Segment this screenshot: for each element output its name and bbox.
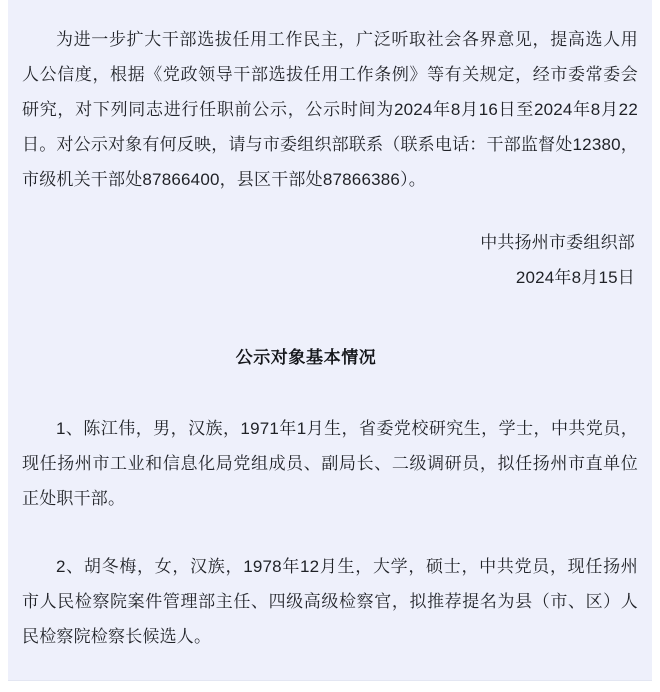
lead-paragraph: 为进一步扩大干部选拔任用工作民主，广泛听取社会各界意见，提高选人用人公信度，根据《党政领导干部选拔任用工作条例》等有关规定，经市委常委会研究，对下列同志进行任职前公示，公示时间为2024年8月16日至2024年8月22日。对公示对象有何反映，请与市委组织部联系（联系电话：干部监督处12380，市级机关干部处87866400，县区干部处87866386）。	[22, 30, 638, 189]
section-heading: 公示对象基本情况	[235, 348, 377, 367]
signature-date: 2024年8月15日	[515, 268, 635, 287]
signature-block	[22, 225, 638, 295]
notice-card	[8, 0, 652, 681]
card-bottom-divider	[8, 680, 652, 681]
person-list	[22, 411, 638, 654]
person-entry-1: 1、陈江伟，男，汉族，1971年1月生，省委党校研究生，学士，中共党员，现任扬州市工业和信息化局党组成员、副局长、二级调研员，拟任扬州市直单位正处职干部。	[22, 419, 638, 508]
signature-organization: 中共扬州市委组织部	[480, 233, 635, 252]
person-entry-2: 2、胡冬梅，女，汉族，1978年12月生，大学，硕士，中共党员，现任扬州市人民检察院案件管理部主任、四级高级检察官，拟推荐提名为县（市、区）人民检察院检察长候选人。	[22, 557, 638, 646]
notice-content	[8, 0, 652, 654]
